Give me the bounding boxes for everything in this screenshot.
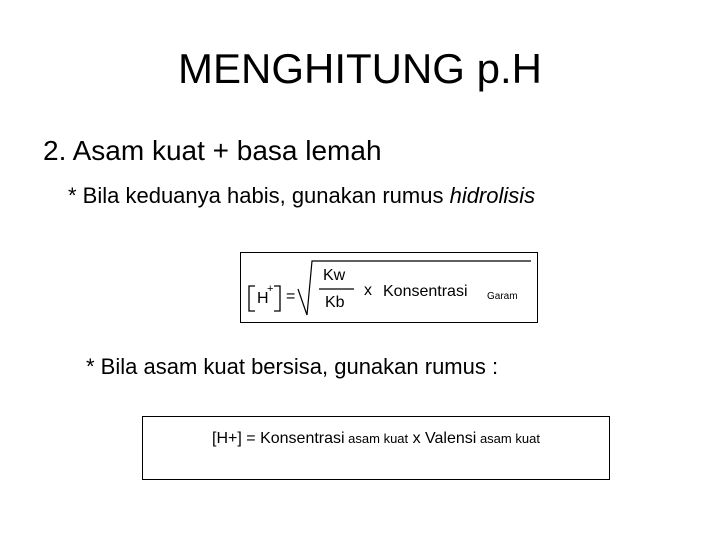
formula-times: x [364, 282, 372, 299]
slide-title: MENGHITUNG p.H [177, 45, 542, 92]
bullet-hydrolysis [68, 182, 535, 210]
formula2-times: x Valensi [408, 430, 477, 447]
formula-numerator: Kw [323, 267, 346, 284]
hydrolysis-formula-box [240, 252, 538, 323]
excess-acid-formula [143, 429, 609, 449]
formula-denominator: Kb [325, 294, 345, 311]
formula2-sub2: asam kuat [476, 431, 540, 446]
excess-acid-formula-box [142, 416, 610, 480]
formula2-sub1: asam kuat [344, 431, 409, 446]
formula-equals: = [286, 288, 296, 305]
formula-concentration: Konsentrasi [383, 283, 468, 300]
formula-h: H [257, 290, 269, 307]
formula-concentration-sub: Garam [487, 291, 518, 302]
bullet-excess-acid: * Bila asam kuat bersisa, gunakan rumus : [86, 354, 499, 379]
bullet-hydrolysis-emphasis: hidrolisis [449, 183, 536, 208]
section-heading: 2. Asam kuat + basa lemah [43, 135, 382, 166]
formula2-lhs: [H+] = Konsentrasi [212, 430, 345, 447]
formula-h-sup: + [267, 283, 274, 295]
bullet-hydrolysis-text: * Bila keduanya habis, gunakan rumus [68, 183, 450, 208]
